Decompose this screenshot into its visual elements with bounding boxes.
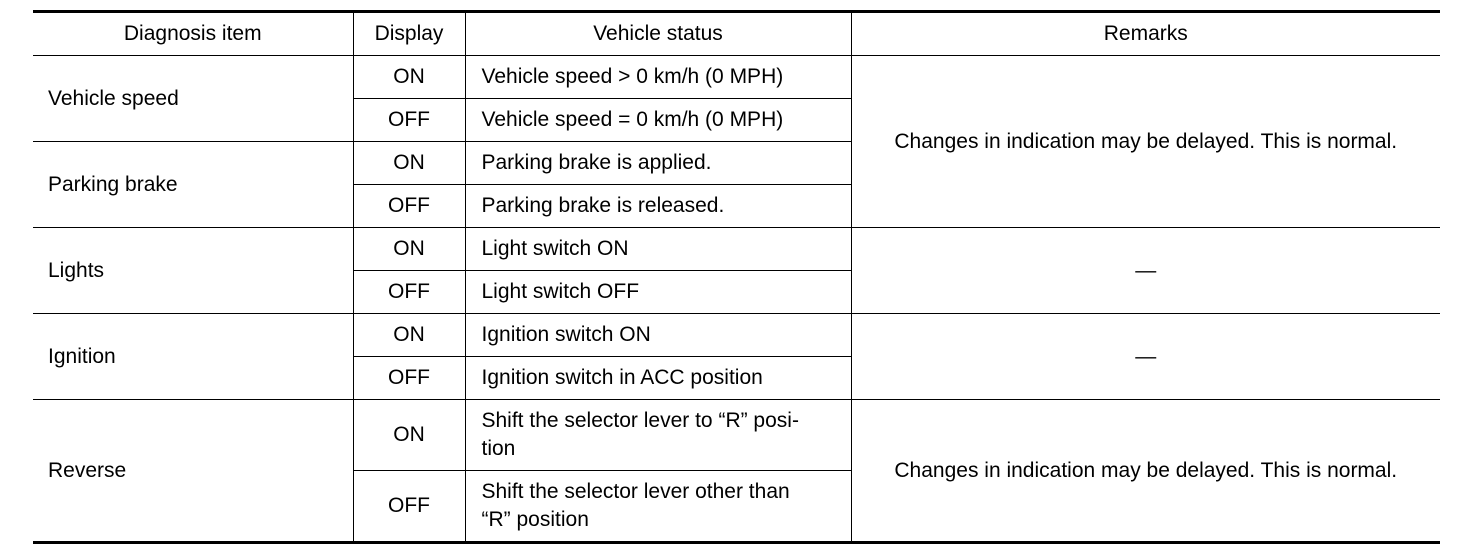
status-ignition-off: Ignition switch in ACC position: [465, 357, 851, 400]
status-reverse-off-line-2: “R” position: [481, 508, 589, 531]
header-display: Display: [353, 12, 465, 56]
status-reverse-off-line-1: Shift the selector lever other than: [481, 480, 790, 503]
status-vehicle-speed-on: Vehicle speed > 0 km/h (0 MPH): [465, 56, 851, 99]
display-off: OFF: [353, 357, 465, 400]
display-on: ON: [353, 56, 465, 99]
display-on: ON: [353, 142, 465, 185]
item-lights: Lights: [33, 228, 353, 314]
display-on: ON: [353, 400, 465, 471]
status-reverse-on-line-2: tion: [481, 437, 516, 460]
table-row: [33, 400, 1440, 471]
remark-delayed-indication: Changes in indication may be delayed. This is normal.: [851, 56, 1440, 228]
display-off: OFF: [353, 99, 465, 142]
status-lights-on: Light switch ON: [465, 228, 851, 271]
diagnosis-table: [33, 10, 1440, 544]
status-ignition-on: Ignition switch ON: [465, 314, 851, 357]
status-lights-off: Light switch OFF: [465, 271, 851, 314]
display-on: ON: [353, 228, 465, 271]
display-off: OFF: [353, 185, 465, 228]
status-reverse-off: [465, 471, 851, 543]
display-off: OFF: [353, 471, 465, 543]
remark-ignition: —: [851, 314, 1440, 400]
header-diagnosis-item: Diagnosis item: [33, 12, 353, 56]
remark-lights: —: [851, 228, 1440, 314]
item-ignition: Ignition: [33, 314, 353, 400]
item-reverse: Reverse: [33, 400, 353, 543]
display-off: OFF: [353, 271, 465, 314]
table-row: [33, 314, 1440, 357]
remark-reverse: Changes in indication may be delayed. This is normal.: [851, 400, 1440, 543]
item-vehicle-speed: Vehicle speed: [33, 56, 353, 142]
header-vehicle-status: Vehicle status: [465, 12, 851, 56]
status-reverse-on-line-1: Shift the selector lever to “R” posi-: [481, 409, 799, 432]
status-parking-brake-off: Parking brake is released.: [465, 185, 851, 228]
status-reverse-on: [465, 400, 851, 471]
status-vehicle-speed-off: Vehicle speed = 0 km/h (0 MPH): [465, 99, 851, 142]
table-row: [33, 56, 1440, 99]
header-row: [33, 12, 1440, 56]
item-parking-brake: Parking brake: [33, 142, 353, 228]
table-row: [33, 228, 1440, 271]
header-remarks: Remarks: [851, 12, 1440, 56]
display-on: ON: [353, 314, 465, 357]
status-parking-brake-on: Parking brake is applied.: [465, 142, 851, 185]
